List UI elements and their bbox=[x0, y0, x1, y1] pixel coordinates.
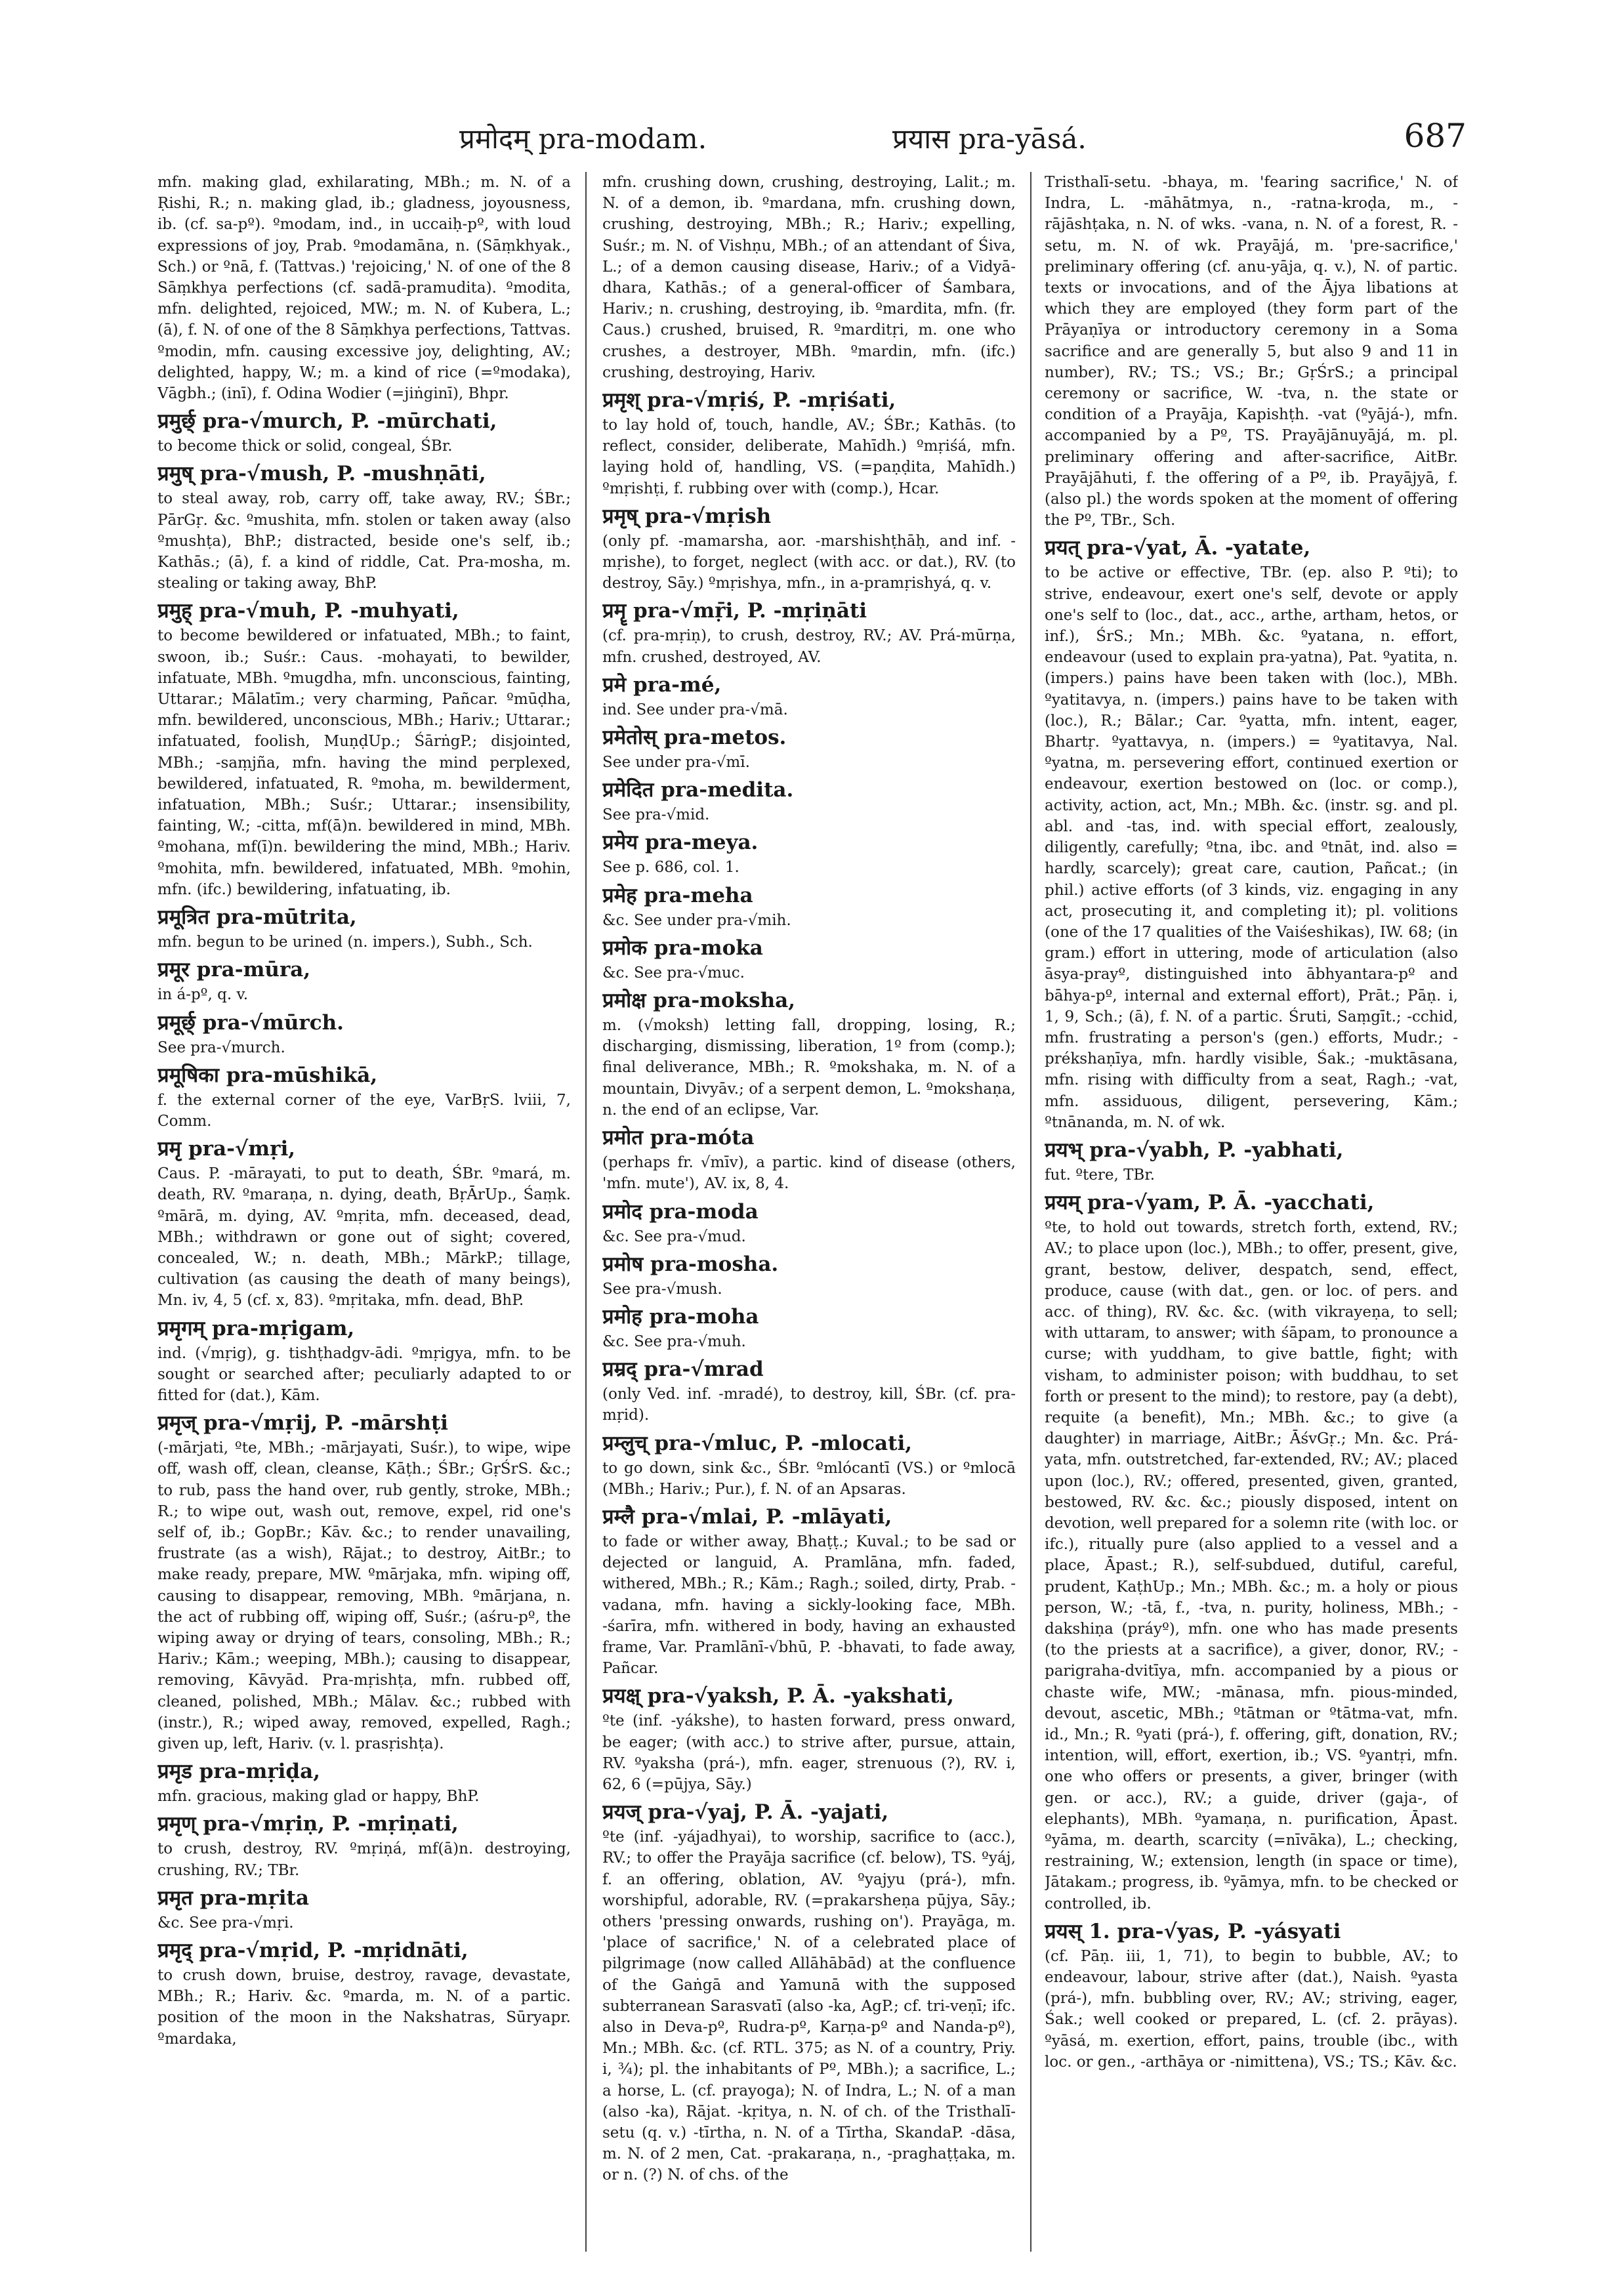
dictionary-entry bbox=[157, 1936, 571, 2050]
entry-definition: See under pra-√mī. bbox=[602, 754, 750, 772]
dictionary-entry bbox=[602, 1798, 1016, 2185]
entry-headword: प्रमुर्छ् pra-√murch, P. -mūrchati, bbox=[157, 409, 497, 434]
dictionary-entry bbox=[602, 1197, 1016, 1247]
entry-definition: (only pf. -mamarsha, aor. -marshishṭhāḥ, and inf. -mṛishe), to forget, neglect (with acc. or dat.), RV. (to destroy, Sāy.) ºmṛishya, mfn., in a-pramṛishyá, q. v. bbox=[602, 532, 1016, 592]
entry-definition: &c. See pra-√mud. bbox=[602, 1228, 746, 1245]
entry-headword: प्रमेतोस् pra-metos. bbox=[602, 726, 787, 750]
entry-definition: to crush, destroy, RV. ºmṛiṇá, mf(ā)n. destroying, crushing, RV.; TBr. bbox=[157, 1840, 571, 1879]
dictionary-entry bbox=[602, 671, 1016, 720]
entry-headword: प्रमोक्ष pra-moksha, bbox=[602, 989, 796, 1013]
entry-definition: Tristhalī-setu. -bhaya, m. 'fearing sacrifice,' N. of Indra, L. -māhātmya, n., -ratna-kroḍa, m., -rājāshṭaka, n. N. of wks. -vana, n. N. of a forest, R. -setu, m. N. of wk. Prayājá, m. 'pre-sacrifice,' preliminary offering (cf. anu-yāja, q. v.), N. of partic. texts or invocations, and of the Ājya libations at which they are employed (they form part of the Prāyaṇīya or introductory ceremony in a Soma sacrifice and are generally 5, but also 9 and 11 in number), RV.; TS.; VS.; Br.; GṛŚrS.; a principal ceremony or sacrifice, W. -tva, n. the state or condition of a Prayāja, Kapishṭh. -vat (ºyājá-), mfn. accompanied by a Pº, TS. Prayājānuyājá, m. pl. preliminary offering and after-sacrifice, AitBr. Prayājāhuti, f. the offering of a Pº, ib. Prayājyā, f. (also pl.) the words spoken at the moment of offering the Pº, TBr., Sch. bbox=[1045, 174, 1458, 529]
entry-headword: प्रमोह pra-moha bbox=[602, 1304, 759, 1329]
entry-definition: in á-pº, q. v. bbox=[157, 986, 249, 1004]
entry-definition: See pra-√mush. bbox=[602, 1280, 722, 1298]
entry-headword: प्रयक्ष् pra-√yaksh, P. Ā. -yakshati, bbox=[602, 1684, 954, 1708]
entry-definition: (perhaps fr. √mīv), a partic. kind of disease (others, 'mfn. mute'), AV. ix, 8, 4. bbox=[602, 1154, 1016, 1193]
entry-definition: to become thick or solid, congeal, ŚBr. bbox=[157, 438, 453, 455]
entry-headword: प्रम्लै pra-√mlai, P. -mlāyati, bbox=[602, 1504, 892, 1529]
entry-headword: प्रमोक pra-moka bbox=[602, 936, 763, 960]
page-header bbox=[157, 119, 1467, 165]
dictionary-entry bbox=[602, 775, 1016, 825]
entry-headword: प्रम्रद् pra-√mrad bbox=[602, 1357, 764, 1382]
entry-definition: &c. See pra-√muc. bbox=[602, 964, 745, 982]
dictionary-entry bbox=[157, 407, 571, 457]
left-running-headword: प्रमोदम् pra-modam. bbox=[459, 123, 707, 155]
entry-definition: ºte, to hold out towards, stretch forth, extend, RV.; AV.; to place upon (loc.), MBh.; to offer, present, give, grant, bestow, deliver, despatch, send, effect, produce, cause (with dat., gen. or loc. of pers. and acc. of thing), RV. &c. &c. (with vikrayeṇa, to sell; with uttaram, to answer; with śāpam, to pronounce a curse; with yuddham, to give battle, fight; with visham, to administer poison; with buddhau, to set forth or present to the mind); to restore, pay (a debt), requite (a benefit), Mn.; MBh. &c.; to give (a daughter) in marriage, AitBr.; ĀśvGṛ.; Mn. &c. Prá-yata, mfn. outstretched, far-extended, RV.; AV.; placed upon (loc.), RV.; offered, presented, given, granted, bestowed, RV. &c. &c.; piously disposed, intent on devotion, well prepared for a solemn rite (with loc. or ifc.), ritually pure (also applied to a vessel and a place, Āpast.; R.), self-subdued, dutiful, careful, prudent, KaṭhUp.; Mn.; MBh. &c.; m. a holy or pious person, W.; -tā, f., -tva, n. purity, holiness, MBh.; -dakshiṇa (práyº), mfn. one who has made presents (to the priests at a sacrifice), a giver, donor, RV.; -parigraha-dvitīya, mfn. accompanied by a pious or chaste wife, MW.; -mānasa, mfn. pious-minded, devout, ascetic, MBh.; ºtātman or ºtātma-vat, mfn. id., Mn.; R. ºyati (prá-), f. offering, gift, donation, RV.; intention, will, effort, exertion, ib.; VS. ºyantṛi, mfn. one who offers or presents, a giver, bringer (with gen. or acc.), RV.; a guide, driver (gaja-, of elephants), MBh. ºyamaṇa, n. purification, Āpast. ºyāma, m. dearth, scarcity (=nīvāka), L.; checking, restraining, W.; extension, length (in space or time), Jātakam.; progress, ib. ºyāmya, mfn. to be checked or controlled, ib. bbox=[1045, 1219, 1458, 1912]
dictionary-entry bbox=[157, 1809, 571, 1880]
entry-headword: प्रमृष् pra-√mṛish bbox=[602, 504, 772, 528]
dictionary-entry bbox=[157, 172, 571, 404]
entry-headword: प्रमेदित pra-medita. bbox=[602, 778, 794, 802]
dictionary-column-3 bbox=[1045, 172, 1458, 2252]
dictionary-entry bbox=[157, 903, 571, 953]
dictionary-entry bbox=[602, 881, 1016, 931]
entry-headword: प्रमृत pra-mṛita bbox=[157, 1886, 309, 1910]
entry-headword: प्रमोत pra-móta bbox=[602, 1126, 755, 1150]
dictionary-column-2 bbox=[602, 172, 1016, 2252]
entry-headword: प्रयम् pra-√yam, P. Ā. -yacchati, bbox=[1045, 1191, 1375, 1215]
entry-headword: प्रम्लुच् pra-√mluc, P. -mlocati, bbox=[602, 1431, 913, 1455]
entry-definition: &c. See pra-√muh. bbox=[602, 1333, 746, 1350]
entry-definition: ºte (inf. -yákshe), to hasten forward, press onward, be eager; (with acc.) to strive after, pursue, attain, RV. ºyaksha (prá-), mfn. eager, strenuous (?), RV. i, 62, 6 (=pūjya, Sāy.) bbox=[602, 1712, 1016, 1793]
entry-headword: प्रमृश् pra-√mṛiś, P. -mṛiśati, bbox=[602, 388, 896, 413]
entry-definition: See p. 686, col. 1. bbox=[602, 859, 739, 877]
dictionary-entry bbox=[157, 1884, 571, 1933]
dictionary-entry bbox=[602, 1302, 1016, 1352]
dictionary-entry bbox=[602, 1502, 1016, 1679]
dictionary-entry bbox=[602, 986, 1016, 1121]
entry-headword: प्रमृण् pra-√mṛiṇ, P. -mṛiṇati, bbox=[157, 1812, 459, 1836]
dictionary-entry bbox=[157, 1757, 571, 1807]
dictionary-entry bbox=[157, 1134, 571, 1311]
entry-definition: (only Ved. inf. -mradé), to destroy, kill, ŚBr. (cf. pra-mṛid). bbox=[602, 1386, 1016, 1424]
entry-definition: See pra-√murch. bbox=[157, 1039, 285, 1056]
right-running-headword: प्रयास pra-yāsá. bbox=[892, 123, 1087, 155]
entry-definition: fut. ºtere, TBr. bbox=[1045, 1166, 1156, 1184]
entry-headword: प्रमूत्रित pra-mūtrita, bbox=[157, 905, 357, 930]
entry-definition: mfn. making glad, exhilarating, MBh.; m. N. of a Ṛishi, R.; n. making glad, ib.; gladness, joyousness, ib. (cf. sa-pº). ºmodam, ind., in uccaiḥ-pº, with loud expressions of joy, Prab. ºmodamāna, n. (Sāṃkhyak., Sch.) or ºnā, f. (Tattvas.) 'rejoicing,' N. of one of the 8 Sāṃkhya perfections (cf. sadā-pramudita). ºmodita, mfn. delighted, rejoiced, MW.; m. N. of Kubera, L.; (ā), f. N. of one of the 8 Sāṃkhya perfections, Tattvas. ºmodin, mfn. causing excessive joy, delighting, AV.; delighted, happy, W.; m. a kind of rice (=ºmodaka), Vāgbh.; (inī), f. Odina Wodier (=jiṅginī), Bhpr. bbox=[157, 174, 571, 403]
entry-definition: to lay hold of, touch, handle, AV.; ŚBr.; Kathās. (to reflect, consider, deliberate, Mahīdh.) ºmṛiśá, mfn. laying hold of, handling, VS. (=paṇḍita, Mahīdh.) ºmṛishṭi, f. rubbing over with (comp.), Hcar. bbox=[602, 417, 1016, 497]
entry-headword: प्रमृड pra-mṛiḍa, bbox=[157, 1760, 320, 1784]
entry-headword: प्रमृ pra-√mṛi, bbox=[157, 1137, 296, 1161]
dictionary-entry bbox=[1045, 533, 1458, 1132]
dictionary-entry bbox=[602, 934, 1016, 983]
dictionary-entry bbox=[602, 723, 1016, 773]
entry-headword: प्रमेह pra-meha bbox=[602, 883, 753, 907]
dictionary-entry bbox=[602, 1429, 1016, 1500]
dictionary-entry bbox=[602, 596, 1016, 667]
entry-headword: प्रयज् pra-√yaj, P. Ā. -yajati, bbox=[602, 1800, 889, 1825]
entry-definition: to crush down, bruise, destroy, ravage, devastate, MBh.; R.; Hariv. &c. ºmarda, m. N. of a partic. position of the moon in the Nakshatras, Sūryapr. ºmardaka, bbox=[157, 1967, 571, 2048]
entry-definition: See pra-√mid. bbox=[602, 806, 710, 824]
entry-headword: प्रमॄ pra-√mṝi, P. -mṛiṇāti bbox=[602, 599, 867, 623]
entry-headword: प्रयभ् pra-√yabh, P. -yabhati, bbox=[1045, 1138, 1344, 1162]
entry-definition: to go down, sink &c., ŚBr. ºmlócantī (VS.) or ºmlocā (MBh.; Hariv.; Pur.), f. N. of an Apsaras. bbox=[602, 1459, 1016, 1498]
entry-headword: प्रमुह् pra-√muh, P. -muhyati, bbox=[157, 599, 459, 623]
entry-headword: प्रमेय pra-meya. bbox=[602, 831, 759, 855]
entry-definition: f. the external corner of the eye, VarBṛS. lviii, 7, Comm. bbox=[157, 1091, 571, 1130]
entry-definition: ºte (inf. -yájadhyai), to worship, sacrifice to (acc.), RV.; to offer the Prayāja sacrifice (cf. below), TS. ºyáj, f. an offering, oblation, AV. ºyajyu (prá-), mfn. worshipful, adorable, RV. (=prakarsheṇa pūjya, Sāy.; others 'pressing onwards, rushing on'). Prayāga, m. 'place of sacrifice,' N. of a celebrated place of pilgrimage (now called Allāhābād) at the confluence of the Gaṅgā and Yamunā with the supposed subterranean Sarasvatī (also -ka, AgP.; cf. tri-veṇī; ifc. also in Deva-pº, Rudra-pº, Karṇa-pº and Nanda-pº), Mn.; MBh. &c. (cf. RTL. 375; as N. of a country, Priy. i, ¾); pl. the inhabitants of Pº, MBh.); a sacrifice, L.; a horse, L. (cf. prayoga); N. of Indra, L.; N. of a man (also -ka), Rājat. -kṛitya, n. N. of ch. of the Tristhalī-setu (q. v.) -tīrtha, n. N. of a Tīrtha, SkandaP. -dāsa, m. N. of 2 men, Cat. -prakaraṇa, n., -praghaṭṭaka, m. or n. (?) N. of chs. of the bbox=[602, 1829, 1016, 2184]
dictionary-entry bbox=[602, 1123, 1016, 1194]
dictionary-entry bbox=[602, 1682, 1016, 1795]
entry-headword: प्रयस् 1. pra-√yas, P. -yásyati bbox=[1045, 1919, 1341, 1943]
entry-definition: (cf. pra-mṛiṇ), to crush, destroy, RV.; AV. Prá-mūrṇa, mfn. crushed, destroyed, AV. bbox=[602, 627, 1016, 666]
dictionary-entry bbox=[1045, 1917, 1458, 2073]
entry-headword: प्रयत् pra-√yat, Ā. -yatate, bbox=[1045, 536, 1311, 560]
dictionary-entry bbox=[602, 386, 1016, 499]
entry-definition: to be active or effective, TBr. (ep. also P. ºti); to strive, endeavour, exert one's self, devote or apply one's self to (loc., dat., acc., arthe, artham, hetos, or inf.), ŚrS.; Mn.; MBh. &c. ºyatana, n. effort, endeavour (used to explain pra-yatna), Pat. ºyatita, n. (impers.) pains have been taken with (loc.), MBh. ºyatitavya, n. (impers.) pains have to be taken with (loc.), R.; Bālar.; Car. ºyatta, mfn. intent, eager, Bhartṛ. ºyattavya, n. (impers.) = ºyatitavya, Nal. ºyatna, m. persevering effort, continued exertion or endeavour, exertion bestowed on (loc. or comp.), activity, action, act, Mn.; MBh. &c. (instr. sg. and pl. abl. and -tas, ind. with special effort, zealously, diligently, carefully; ºtna, ibc. and ºtnāt, ind. also = hardly, scarcely); great care, caution, Pañcat.; (in phil.) active efforts (of 3 kinds, viz. engaging in any act, prosecuting it, and completing it); pl. volitions (one of the 17 qualities of the Vaiśeshikas), IW. 68; (in gram.) effort in uttering, mode of articulation (also āsya-prayº, distinguished into ābhyantara-pº and bāhya-pº, internal and external effort), Prāt.; Pāṇ. i, 1, 9, Sch.; (ā), f. N. of a partic. Śruti, Saṃgīt.; -cchid, mfn. frustrating a person's (gen.) efforts, Mudr.; -prékshaṇīya, mfn. hardly visible, Śak.; -muktāsana, mfn. rising with difficulty from a seat, Ragh.; -vat, mfn. assiduous, diligent, persevering, Kām.; ºtnānanda, m. N. of wk. bbox=[1045, 564, 1458, 1131]
dictionary-entry bbox=[1045, 1136, 1458, 1186]
entry-headword: प्रमे pra-mé, bbox=[602, 672, 722, 697]
dictionary-entry bbox=[602, 1355, 1016, 1426]
dictionary-entry bbox=[1045, 1188, 1458, 1914]
dictionary-entry bbox=[602, 172, 1016, 383]
entry-headword: प्रमोष pra-mosha. bbox=[602, 1252, 779, 1276]
entry-definition: mfn. crushing down, crushing, destroying, Lalit.; m. N. of a demon, ib. ºmardana, mfn. crushing down, crushing, destroying, MBh.; R.; Hariv.; expelling, Suśr.; m. N. of Vishṇu, MBh.; of an attendant of Śiva, L.; of a demon causing disease, Hariv.; of a Vidyā-dhara, Kathās.; of a general-officer of Śambara, Hariv.; n. crushing, destroying, ib. ºmardita, mfn. (fr. Caus.) crushed, bruised, R. ºmarditṛi, m. one who crushes, a destroyer, MBh. ºmardin, mfn. (ifc.) crushing, destroying, Hariv. bbox=[602, 174, 1016, 381]
dictionary-entry bbox=[602, 1250, 1016, 1300]
entry-definition: ind. See under pra-√mā. bbox=[602, 701, 788, 718]
dictionary-entry bbox=[157, 955, 571, 1005]
dictionary-entry bbox=[157, 1314, 571, 1407]
entry-definition: (-mārjati, ºte, MBh.; -mārjayati, Suśr.), to wipe, wipe off, wash off, clean, cleanse, Kāṭh.; ŚBr.; GṛŚrS. &c.; to rub, pass the hand over, rub gently, stroke, MBh.; R.; to wipe out, wash out, remove, expel, rid one's self of, ib.; GopBr.; Kāv. &c.; to render unavailing, frustrate (as a wish), Rājat.; to destroy, AitBr.; to make ready, prepare, MW. ºmārjaka, mfn. wiping off, causing to disappear, removing, MBh. ºmārjana, n. the act of rubbing off, wiping off, Suśr.; (aśru-pº, the wiping away or drying of tears, consoling, MBh.; R.; Hariv.; Kām.; weeping, MBh.); causing to disappear, removing, Kāvyād. Pra-mṛishṭa, mfn. rubbed off, cleaned, polished, MBh.; Mālav. &c.; rubbed with (instr.), R.; wiped away, removed, expelled, Ragh.; given up, left, Hariv. (v. l. prasṛishṭa). bbox=[157, 1439, 571, 1752]
column-divider bbox=[585, 172, 587, 2252]
entry-headword: प्रमृज् pra-√mṛij, P. -mārshṭi bbox=[157, 1411, 448, 1436]
dictionary-entry bbox=[157, 1008, 571, 1058]
dictionary-entry bbox=[602, 502, 1016, 594]
entry-headword: प्रमूर pra-mūra, bbox=[157, 958, 311, 982]
entry-headword: प्रमूर्छ् pra-√mūrch. bbox=[157, 1010, 344, 1035]
entry-headword: प्रमृगम् pra-mṛigam, bbox=[157, 1316, 355, 1340]
entry-definition: Caus. P. -mārayati, to put to death, ŚBr. ºmará, m. death, RV. ºmaraṇa, n. dying, death, BṛĀrUp., Śaṃk. ºmārā, m. dying, AV. ºmṛita, mfn. deceased, dead, MBh.; withdrawn or gone out of sight; covered, concealed, W.; n. death, MBh.; MārkP.; tillage, cultivation (as causing the death of many beings), Mn. iv, 4, 5 (cf. x, 83). ºmṛitaka, mfn. dead, BhP. bbox=[157, 1165, 571, 1310]
dictionary-entry bbox=[157, 1061, 571, 1132]
entry-definition: &c. See under pra-√mih. bbox=[602, 911, 791, 929]
entry-definition: &c. See pra-√mṛi. bbox=[157, 1914, 294, 1932]
page-number: 687 bbox=[1404, 117, 1467, 155]
dictionary-entry bbox=[157, 596, 571, 900]
entry-headword: प्रमुष् pra-√mush, P. -mushṇāti, bbox=[157, 462, 486, 486]
entry-definition: to steal away, rob, carry off, take away, RV.; ŚBr.; PārGṛ. &c. ºmushita, mfn. stolen or taken away (also ºmushṭa), BhP.; distracted, beside one's self, ib.; Kathās.; (ā), f. a kind of riddle, Cat. Pra-mosha, m. stealing or taking away, BhP. bbox=[157, 490, 571, 592]
entry-headword: प्रमृद् pra-√mṛid, P. -mṛidnāti, bbox=[157, 1939, 468, 1962]
dictionary-entry bbox=[157, 1409, 571, 1754]
entry-definition: ind. (√mṛig), g. tishṭhadgv-ādi. ºmṛigya, mfn. to be sought or searched after; peculiarly adapted to or fitted for (dat.), Kām. bbox=[157, 1344, 571, 1404]
entry-definition: mfn. gracious, making glad or happy, BhP. bbox=[157, 1788, 480, 1806]
column-divider bbox=[1030, 172, 1031, 2252]
entry-definition: mfn. begun to be urined (n. impers.), Subh., Sch. bbox=[157, 934, 533, 951]
entry-definition: to fade or wither away, Bhaṭṭ.; Kuval.; to be sad or dejected or languid, A. Pramlāna, mfn. faded, withered, MBh.; R.; Kām.; Ragh.; soiled, dirty, Prab. -vadana, mfn. having a sickly-looking face, MBh. -śarīra, mfn. withered in body, having an exhausted frame, Var. Pramlānī-√bhū, P. -bhavati, to fade away, Pañcar. bbox=[602, 1533, 1016, 1678]
dictionary-entry bbox=[602, 828, 1016, 878]
entry-definition: m. (√moksh) letting fall, dropping, losing, R.; discharging, dismissing, liberation, 1º from (comp.); final deliverance, MBh.; R. ºmokshaka, m. N. of a mountain, Divyāv.; of a serpent demon, L. ºmokshaṇa, n. the end of an eclipse, Var. bbox=[602, 1017, 1016, 1119]
dictionary-entry bbox=[1045, 172, 1458, 531]
entry-definition: to become bewildered or infatuated, MBh.; to faint, swoon, ib.; Suśr.: Caus. -mohayati, to bewilder, infatuate, MBh. ºmugdha, mfn. unconscious, fainting, Uttarar.; Mālatīm.; very charming, Pañcar. ºmūḍha, mfn. bewildered, unconscious, MBh.; Hariv.; Uttarar.; infatuated, foolish, MuṇḍUp.; ŚārṅgP.; disjointed, MBh.; -saṃjña, mfn. having the mind perplexed, bewildered, infatuated, R. ºmoha, m. bewilderment, infatuation, MBh.; Suśr.; Uttarar.; insensibility, fainting, W.; -citta, mf(ā)n. bewildered in mind, MBh. ºmohana, mf(ī)n. bewildering the mind, MBh.; Hariv. ºmohita, mfn. bewildered, infatuated, MBh. ºmohin, mfn. (ifc.) bewildering, infatuating, ib. bbox=[157, 627, 571, 898]
entry-definition: (cf. Pāṇ. iii, 1, 71), to begin to bubble, AV.; to endeavour, labour, strive after (dat.), Naish. ºyasta (prá-), mfn. bubbling over, RV.; AV.; striving, eager, Śak.; well cooked or prepared, L. (cf. 2. prāyas). ºyāsá, m. exertion, effort, pains, trouble (ibc., with loc. or gen., -arthāya or -nimittena), VS.; TS.; Kāv. &c. bbox=[1045, 1947, 1458, 2071]
entry-headword: प्रमूषिका pra-mūshikā, bbox=[157, 1063, 378, 1087]
dictionary-entry bbox=[157, 459, 571, 594]
entry-headword: प्रमोद pra-moda bbox=[602, 1199, 759, 1224]
dictionary-column-1 bbox=[157, 172, 571, 2252]
